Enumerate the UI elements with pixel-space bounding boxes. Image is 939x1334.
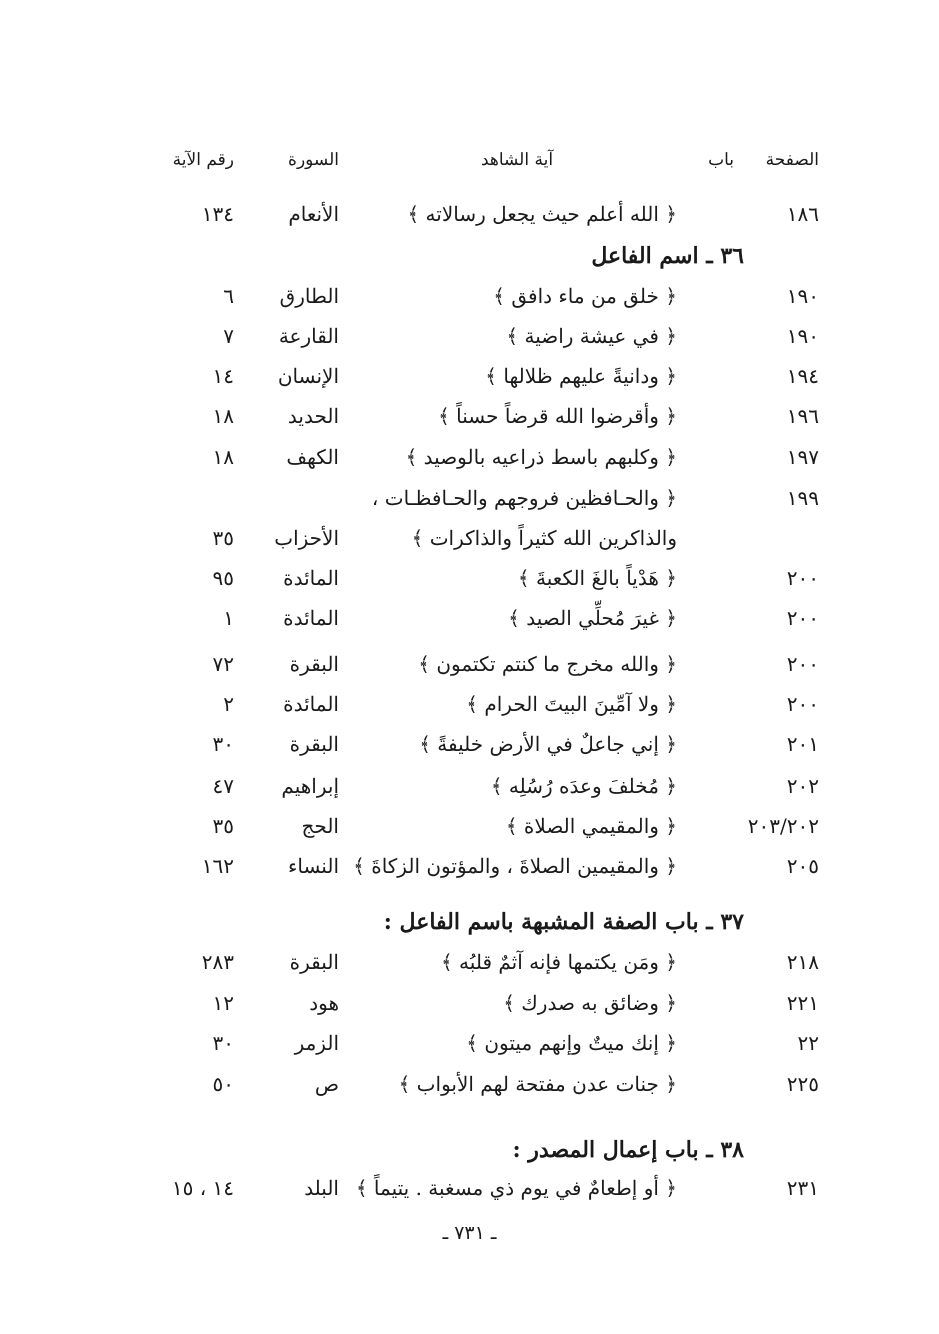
- cell-ayah: ﴿ والله مخرج ما كنتم تكتمون ﴾: [418, 652, 677, 676]
- cell-sura: المائدة: [283, 692, 339, 716]
- cell-ayah: ﴿ ولا آمِّينَ البيتَ الحرام ﴾: [466, 692, 677, 716]
- cell-sura: البقرة: [289, 652, 339, 676]
- cell-page: ٢٢١: [786, 991, 819, 1015]
- cell-ayah-number: ٣٥: [212, 526, 234, 550]
- cell-ayah: ﴿ أو إطعامٌ في يوم ذي مسغبة . يتيماً ﴾: [355, 1176, 677, 1200]
- cell-ayah-number: ٣٠: [212, 732, 234, 756]
- cell-sura: المائدة: [283, 606, 339, 630]
- cell-ayah-number: ١٢: [212, 991, 234, 1015]
- cell-ayah-number: ٦: [223, 284, 234, 308]
- cell-page: ١٨٦: [786, 202, 819, 226]
- table-row: [0, 726, 939, 762]
- cell-sura: الطارق: [279, 284, 339, 308]
- cell-page: ٢٠٥: [786, 854, 819, 878]
- cell-page: ٢٠١: [786, 732, 819, 756]
- table-row: [0, 1066, 939, 1102]
- cell-page: ١٩٤: [786, 364, 819, 388]
- cell-ayah: ﴿ في عيشة راضية ﴾: [506, 324, 677, 348]
- cell-ayah: ﴿ وكلبهم باسط ذراعيه بالوصيد ﴾: [405, 445, 677, 469]
- cell-ayah: ﴿ ومَن يكتمها فإنه آثمٌ قلبُه ﴾: [440, 950, 677, 974]
- cell-ayah: ﴿ وأقرضوا الله قرضاً حسناً ﴾: [438, 404, 677, 428]
- table-row: [0, 1025, 939, 1061]
- cell-sura: الزمر: [294, 1031, 339, 1055]
- cell-ayah-number: ١٤: [212, 364, 234, 388]
- cell-ayah: ﴿ جنات عدن مفتحة لهم الأبواب ﴾: [398, 1072, 677, 1096]
- page-number: ـ ٧٣١ ـ: [442, 1222, 497, 1244]
- cell-sura: الإنسان: [277, 364, 339, 388]
- table-row: [0, 848, 939, 884]
- cell-ayah-number: ٣٥: [212, 814, 234, 838]
- cell-ayah-number: ١٨: [212, 445, 234, 469]
- cell-page: ١٩٠: [786, 324, 819, 348]
- cell-ayah: ﴿ والمقيمي الصلاة ﴾: [505, 814, 677, 838]
- cell-ayah-number: ١٦٢: [201, 854, 234, 878]
- cell-ayah: ﴿ غيرَ مُحلِّي الصيد ﴾: [508, 606, 677, 630]
- table-row: [0, 358, 939, 394]
- cell-sura: البقرة: [289, 732, 339, 756]
- cell-page: ٢٢: [797, 1031, 819, 1055]
- cell-ayah: ﴿ وضائق به صدرك ﴾: [503, 991, 677, 1015]
- table-row: [0, 1170, 939, 1206]
- cell-ayah: ﴿ والمقيمين الصلاةَ ، والمؤتون الزكاةَ ﴾: [353, 854, 677, 878]
- cell-sura: البقرة: [289, 950, 339, 974]
- table-row: [0, 318, 939, 354]
- header-page: الصفحة: [765, 150, 819, 170]
- cell-sura: ص: [314, 1072, 339, 1096]
- cell-page: ٢٠٠: [786, 692, 819, 716]
- header-ayah-number: رقم الآية: [172, 150, 234, 170]
- cell-page: [739, 520, 819, 556]
- cell-ayah-number: ١: [223, 606, 234, 630]
- cell-sura: المائدة: [283, 566, 339, 590]
- cell-sura: هود: [309, 991, 339, 1015]
- cell-ayah: ﴿ ودانيةً عليهم ظلالها ﴾: [485, 364, 677, 388]
- cell-sura: الكهف: [286, 445, 339, 469]
- section-heading-38: ٣٨ ـ باب إعمال المصدر :: [512, 1137, 744, 1163]
- table-row: [0, 398, 939, 434]
- table-row: [0, 985, 939, 1021]
- cell-sura: الأحزاب: [274, 526, 339, 550]
- cell-ayah-number: ٧: [223, 324, 234, 348]
- cell-page: ١٩٧: [786, 445, 819, 469]
- cell-sura: القارعة: [278, 324, 339, 348]
- header-sura: السورة: [288, 150, 339, 170]
- cell-sura: إبراهيم: [281, 774, 339, 798]
- cell-page: ٢٠٠: [786, 652, 819, 676]
- cell-ayah: ﴿ إنك ميتٌ وإنهم ميتون ﴾: [466, 1031, 677, 1055]
- cell-ayah-number: ٩٥: [212, 566, 234, 590]
- cell-page: ٢٠٢: [786, 774, 819, 798]
- cell-sura: الحديد: [287, 404, 339, 428]
- table-row: [0, 600, 939, 636]
- table-row: [0, 560, 939, 596]
- table-row: [0, 196, 939, 232]
- cell-page: ١٩٦: [786, 404, 819, 428]
- cell-sura: الحج: [301, 814, 339, 838]
- table-row: [0, 944, 939, 980]
- cell-page: ١٩٠: [786, 284, 819, 308]
- cell-page: ٢٠٠: [786, 566, 819, 590]
- cell-page: ١٩٩: [786, 486, 819, 510]
- cell-ayah-number: ١٣٤: [201, 202, 234, 226]
- cell-page: ٢٠٣/٢٠٢: [747, 814, 819, 838]
- cell-ayah-number: ٤٧: [212, 774, 234, 798]
- cell-ayah: ﴿ خلق من ماء دافق ﴾: [493, 284, 677, 308]
- table-row: [0, 646, 939, 682]
- cell-ayah-number: ٥٠: [212, 1072, 234, 1096]
- cell-ayah-number: ٧٢: [212, 652, 234, 676]
- section-heading-37: ٣٧ ـ باب الصفة المشبهة باسم الفاعل :: [383, 909, 744, 935]
- cell-ayah: ﴿ هَدْياً بالغَ الكعبةَ ﴾: [517, 566, 677, 590]
- cell-ayah: ﴿ مُخلفَ وعدَه رُسُلِه ﴾: [490, 774, 677, 798]
- table-row: [0, 439, 939, 475]
- cell-page: ٢١٨: [786, 950, 819, 974]
- header-ayah: آية الشاهد: [480, 150, 554, 170]
- table-row: [0, 768, 939, 804]
- cell-sura: النساء: [287, 854, 339, 878]
- header-bab: باب: [708, 150, 734, 170]
- section-heading-36: ٣٦ ـ اسم الفاعل: [591, 243, 744, 269]
- cell-ayah-number: [134, 480, 234, 516]
- table-row: [0, 278, 939, 314]
- cell-ayah-number: ١٤ ، ١٥: [171, 1176, 234, 1200]
- cell-page: ٢٠٠: [786, 606, 819, 630]
- cell-page: ٢٣١: [786, 1176, 819, 1200]
- cell-ayah-number: ٢٨٣: [201, 950, 234, 974]
- cell-ayah: ﴿ والحـافظين فروجهم والحـافظـات ،: [371, 486, 677, 510]
- table-row: [0, 808, 939, 844]
- cell-ayah: ﴿ إني جاعلٌ في الأرض خليفةً ﴾: [419, 732, 677, 756]
- cell-page: ٢٢٥: [786, 1072, 819, 1096]
- table-header: [0, 142, 939, 178]
- table-row: [0, 480, 939, 516]
- cell-sura: [229, 480, 339, 516]
- cell-ayah: ﴿ الله أعلم حيث يجعل رسالاته ﴾: [407, 202, 677, 226]
- table-row: [0, 686, 939, 722]
- cell-ayah: والذاكرين الله كثيراً والذاكرات ﴾: [411, 526, 677, 550]
- cell-ayah-number: ١٨: [212, 404, 234, 428]
- table-row: [0, 520, 939, 556]
- cell-sura: البلد: [304, 1176, 339, 1200]
- cell-ayah-number: ٣٠: [212, 1031, 234, 1055]
- cell-ayah-number: ٢: [223, 692, 234, 716]
- cell-sura: الأنعام: [288, 202, 339, 226]
